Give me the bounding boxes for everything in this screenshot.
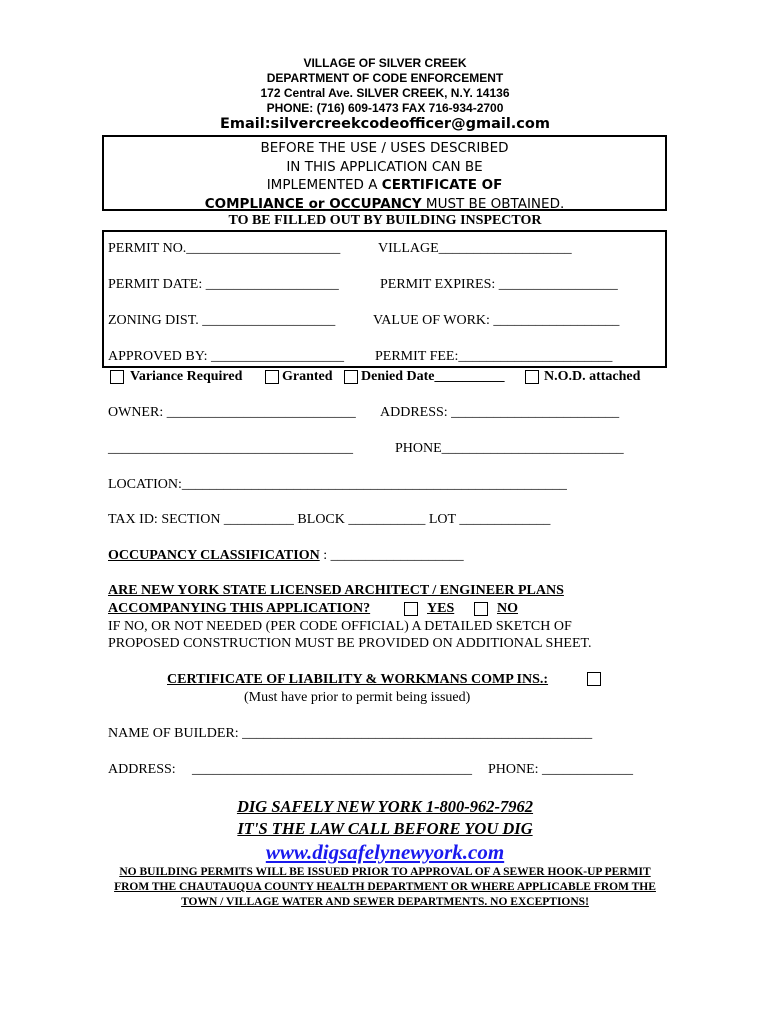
approved-by-field[interactable]: APPROVED BY: ___________________ — [108, 349, 344, 364]
tax-id-field[interactable]: TAX ID: SECTION __________ BLOCK ___________ LOT _____________ — [108, 512, 551, 527]
plans-question-line-2: ACCOMPANYING THIS APPLICATION? — [108, 601, 371, 616]
inspector-heading: TO BE FILLED OUT BY BUILDING INSPECTOR — [228, 213, 542, 228]
dig-safely-phone: DIG SAFELY NEW YORK 1-800-962-7962 — [236, 797, 534, 816]
nod-label: N.O.D. attached — [544, 369, 641, 384]
plans-yes-checkbox[interactable] — [404, 602, 418, 616]
notice-line-2: IN THIS APPLICATION CAN BE — [286, 158, 483, 175]
owner-address-field[interactable]: ADDRESS: ________________________ — [380, 405, 620, 420]
notice-box — [102, 135, 667, 211]
permit-no-field[interactable]: PERMIT NO.______________________ — [108, 241, 341, 256]
header-village: VILLAGE OF SILVER CREEK — [303, 56, 467, 70]
nod-checkbox[interactable] — [525, 370, 539, 384]
header-department: DEPARTMENT OF CODE ENFORCEMENT — [266, 71, 504, 85]
plans-yes-label: YES — [427, 601, 455, 616]
plans-question-line-1: ARE NEW YORK STATE LICENSED ARCHITECT / ENGINEER PLANS — [108, 583, 564, 598]
builder-phone-field[interactable]: PHONE: _____________ — [488, 762, 634, 777]
insurance-label: CERTIFICATE OF LIABILITY & WORKMANS COMP INS.: — [167, 672, 549, 687]
header-email: Email:silvercreekcodeofficer@gmail.com — [220, 116, 550, 132]
notice-line-1: BEFORE THE USE / USES DESCRIBED — [260, 140, 509, 156]
dig-safely-link[interactable]: www.digsafelynewyork.com — [265, 840, 505, 864]
owner-address-line-2[interactable]: ___________________________________ — [108, 441, 353, 456]
village-field[interactable]: VILLAGE___________________ — [378, 241, 572, 256]
header-address: 172 Central Ave. SILVER CREEK, N.Y. 14136 — [260, 86, 510, 100]
dig-safely-link-wrap — [0, 840, 770, 865]
variance-checkbox[interactable] — [110, 370, 124, 384]
builder-address-field[interactable]: ________________________________________ — [192, 762, 472, 777]
granted-label: Granted — [282, 369, 333, 384]
insurance-note: (Must have prior to permit being issued) — [244, 690, 471, 705]
insurance-checkbox[interactable] — [587, 672, 601, 686]
denied-checkbox[interactable] — [344, 370, 358, 384]
granted-checkbox[interactable] — [265, 370, 279, 384]
denied-date-label: Denied Date__________ — [361, 369, 505, 384]
sewer-notice: NO BUILDING PERMITS WILL BE ISSUED PRIOR TO APPROVAL OF A SEWER HOOK-UP PERMIT FROM THE CHAUTAUQUA COUNTY HEALTH DEPARTMENT OR WHERE APPLICABLE FROM THE TOWN / VILLAGE WATER AND SEWER DEPARTMENTS. NO EXCEPTIONS! — [114, 866, 656, 908]
plans-note-line-2: PROPOSED CONSTRUCTION MUST BE PROVIDED ON ADDITIONAL SHEET. — [108, 636, 592, 651]
zoning-dist-field[interactable]: ZONING DIST. ___________________ — [108, 313, 336, 328]
variance-label: Variance Required — [130, 369, 243, 384]
plans-note-line-1: IF NO, OR NOT NEEDED (PER CODE OFFICIAL) A DETAILED SKETCH OF — [108, 619, 572, 634]
occupancy-classification-field[interactable]: OCCUPANCY CLASSIFICATION : ___________________ — [108, 548, 464, 563]
permit-expires-field[interactable]: PERMIT EXPIRES: _________________ — [380, 277, 618, 292]
builder-name-field[interactable]: NAME OF BUILDER: __________________________________________________ — [108, 726, 593, 741]
notice-line-4: COMPLIANCE or OCCUPANCY MUST BE OBTAINED. — [204, 195, 565, 212]
owner-phone-field[interactable]: PHONE__________________________ — [395, 441, 624, 456]
plans-no-label: NO — [497, 601, 518, 616]
notice-line-3: IMPLEMENTED A CERTIFICATE OF — [266, 177, 503, 193]
dig-safely-law: IT'S THE LAW CALL BEFORE YOU DIG — [237, 819, 533, 838]
permit-date-field[interactable]: PERMIT DATE: ___________________ — [108, 277, 339, 292]
plans-no-checkbox[interactable] — [474, 602, 488, 616]
builder-address-label: ADDRESS: — [108, 762, 176, 777]
owner-field[interactable]: OWNER: ___________________________ — [108, 405, 356, 420]
header-phone: PHONE: (716) 609-1473 FAX 716-934-2700 — [266, 101, 504, 115]
location-field[interactable]: LOCATION:_______________________________________________________ — [108, 477, 567, 492]
permit-fee-field[interactable]: PERMIT FEE:______________________ — [375, 349, 613, 364]
value-of-work-field[interactable]: VALUE OF WORK: __________________ — [373, 313, 620, 328]
